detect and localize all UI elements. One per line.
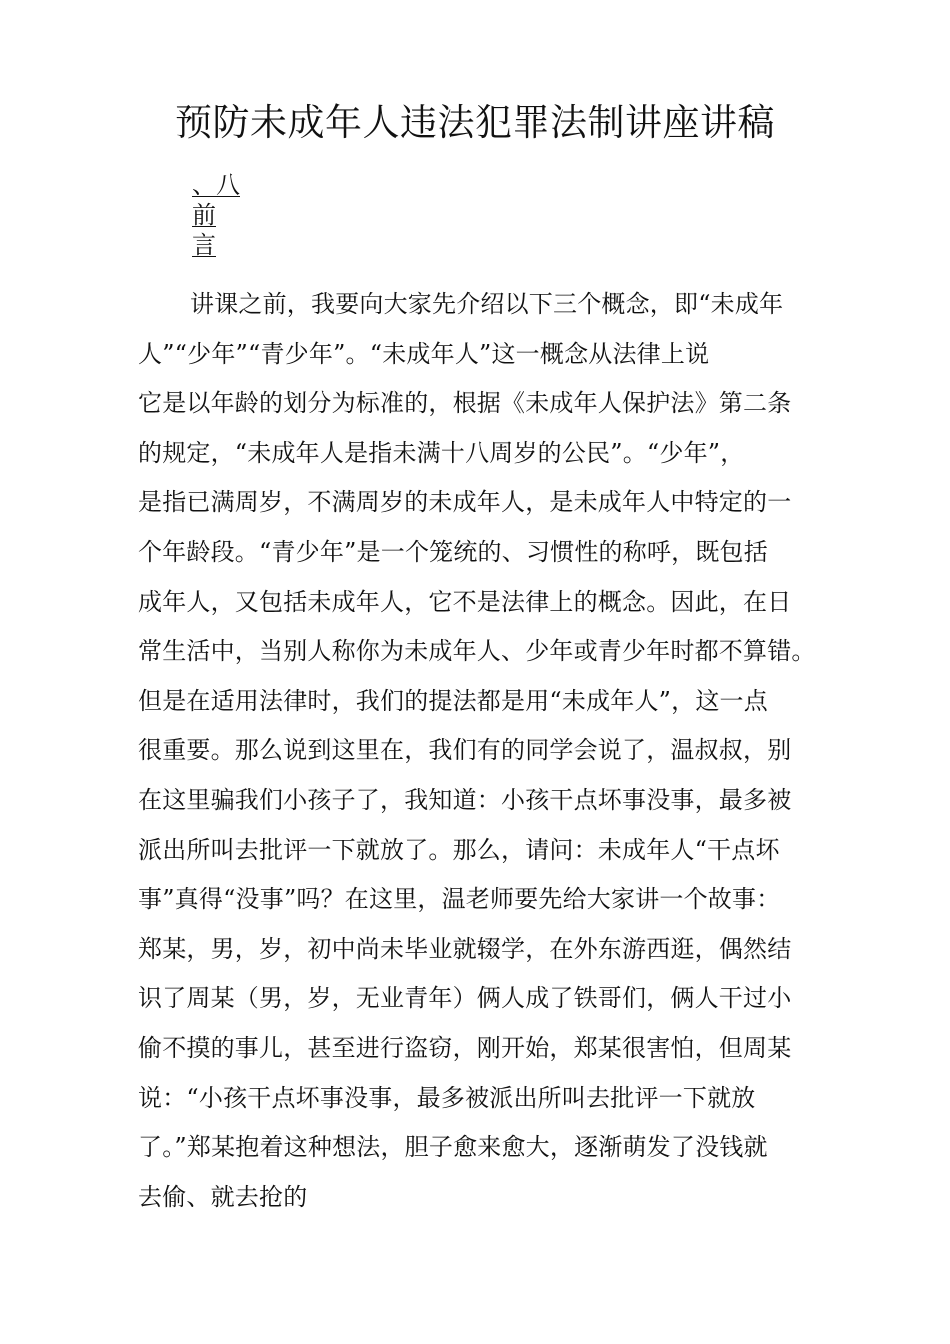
heading-line: 言 [192,231,216,259]
body-line: 是指已满周岁，不满周岁的未成年人，是未成年人中特定的一 [138,488,792,517]
body-line: 在这里骗我们小孩子了，我知道：小孩干点坏事没事，最多被 [138,785,792,814]
document-title: 预防未成年人违法犯罪法制讲座讲稿 [175,101,775,144]
body-line: 识了周某（男，岁，无业青年）俩人成了铁哥们，俩人干过小 [138,984,792,1013]
body-line: 了。”郑某抱着这种想法，胆子愈来愈大，逐渐萌发了没钱就 [138,1133,768,1162]
body-line: 去偷、就去抢的 [138,1182,308,1211]
body-line: 很重要。那么说到这里在，我们有的同学会说了，温叔叔，别 [138,736,792,765]
body-line: 它是以年龄的划分为标准的，根据《未成年人保护法》第二条 [138,389,792,418]
section-heading [192,170,272,260]
body-line: 说：“小孩干点坏事没事，最多被派出所叫去批评一下就放 [138,1083,756,1112]
body-line: 个年龄段。“青少年”是一个笼统的、习惯性的称呼，既包括 [138,537,768,566]
heading-line: 、八 [192,171,240,199]
body-line: 成年人，又包括未成年人，它不是法律上的概念。因此，在日 [138,587,792,616]
body-line: 郑某，男，岁，初中尚未毕业就辍学，在外东游西逛，偶然结 [138,934,792,963]
body-line: 常生活中，当别人称你为未成年人、少年或青少年时都不算错。 [138,637,816,666]
body-line: 的规定，“未成年人是指未满十八周岁的公民”。“少年”， [138,438,745,467]
body-paragraph [138,280,858,1222]
body-line: 人”“少年”“青少年”。“未成年人”这一概念从法律上说 [138,339,710,368]
body-line: 事”真得“没事”吗？在这里，温老师要先给大家讲一个故事： [138,885,781,914]
body-line: 但是在适用法律时，我们的提法都是用“未成年人”，这一点 [138,686,768,715]
body-line: 讲课之前，我要向大家先介绍以下三个概念，即“未成年 [190,290,784,318]
heading-line: 前 [192,201,216,229]
body-line: 偷不摸的事儿，甚至进行盗窃，刚开始，郑某很害怕，但周某 [138,1033,792,1062]
body-line: 派出所叫去批评一下就放了。那么，请问：未成年人“干点坏 [138,835,780,864]
